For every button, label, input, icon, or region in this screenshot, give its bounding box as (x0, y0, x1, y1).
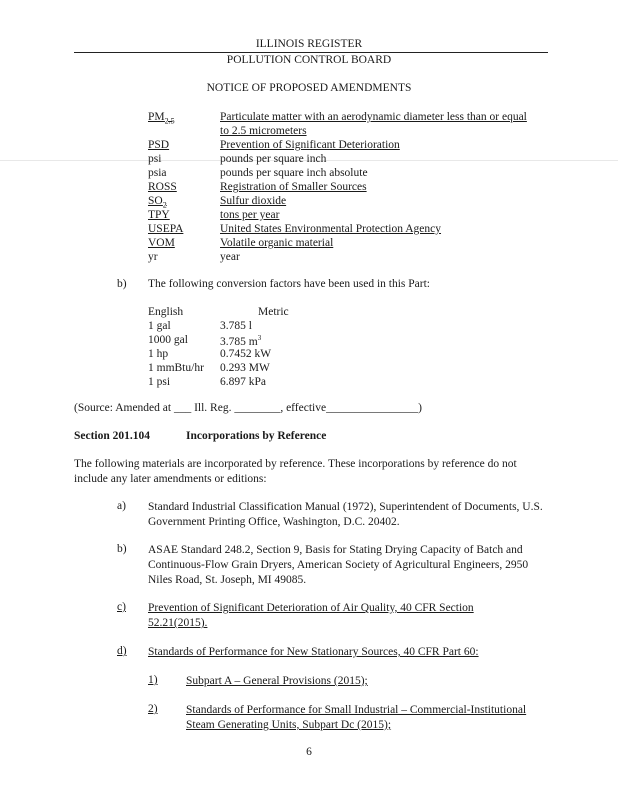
definition-abbr: PSD (148, 139, 170, 151)
definition-text: tons per year (220, 209, 280, 221)
definition-text: Sulfur dioxide (220, 195, 287, 207)
definition-text: United States Environmental Protection Agency (220, 223, 442, 235)
definition-text: Volatile organic material (220, 237, 334, 249)
conversion-metric: 6.897 kPa (220, 376, 266, 388)
conversion-label: b) (117, 278, 127, 290)
item-text: Prevention of Significant Deterioration of Air Quality, 40 CFR Section 52.21(2015). (148, 602, 474, 629)
conversion-metric: 3.785 $m^3$ (220, 334, 262, 348)
conversion-english: 1 hp (148, 348, 169, 360)
definition-text: pounds per square inch absolute (220, 167, 368, 179)
definition-abbr: USEPA (148, 223, 184, 235)
source-note: (Source: Amended at ___ Ill. Reg. ________, effective________________) (74, 402, 422, 414)
conversion-head-english: English (148, 306, 184, 318)
conversion-english: 1000 gal (148, 334, 188, 346)
definition-text: Registration of Smaller Sources (220, 181, 367, 193)
conversion-metric: 3.785 l (220, 320, 252, 332)
intro-paragraph: The following materials are incorporated by reference. These incorporations by reference do not include any later amendments or editions: (74, 458, 517, 485)
conversion-head-metric: Metric (258, 306, 289, 318)
definition-abbr: VOM (148, 237, 175, 249)
definition-text: year (220, 251, 240, 263)
register-title: ILLINOIS REGISTER (255, 38, 363, 50)
definition-abbr: ROSS (148, 181, 177, 193)
conversion-english: 1 psi (148, 376, 171, 388)
item-text: ASAE Standard 248.2, Section 9, Basis for Stating Drying Capacity of Batch and Continuous-Flow Grain Dryers, American Society of Agricultural Engineers, 2950 Niles Road, St. Joseph, MI 49085. (148, 544, 529, 586)
subitem-label: 1) (148, 674, 158, 686)
definition-abbr: $PM_{2.5}$ (148, 111, 175, 126)
notice-title: NOTICE OF PROPOSED AMENDMENTS (206, 82, 412, 94)
item-text: Standard Industrial Classification Manual (1972), Superintendent of Documents, U.S. Government Printing Office, Washington, D.C. 20402. (148, 501, 543, 528)
item-label: b) (117, 543, 127, 555)
definition-abbr: psia (148, 167, 167, 179)
subitem-label: 2) (148, 703, 158, 715)
item-label: c) (117, 601, 126, 613)
section-number: Section 201.104 (74, 430, 151, 442)
header-rule (74, 52, 548, 53)
item-label: a) (117, 500, 126, 512)
conversion-metric: 0.293 MW (220, 362, 270, 374)
definition-abbr: TPY (148, 209, 170, 221)
section-title: Incorporations by Reference (186, 430, 327, 442)
conversion-metric: 0.7452 kW (220, 348, 272, 360)
definition-text: pounds per square inch (220, 153, 327, 165)
subitem-text: Subpart A – General Provisions (2015); (186, 675, 368, 687)
page-number: 6 (306, 746, 312, 758)
item-label: d) (117, 645, 127, 657)
definition-abbr: $SO_2$ (148, 195, 167, 210)
definition-text-continued: to 2.5 micrometers (220, 125, 307, 137)
board-title: POLLUTION CONTROL BOARD (226, 54, 392, 66)
definition-text: Particulate matter with an aerodynamic diameter less than or equal (220, 111, 527, 123)
item-text: Standards of Performance for New Stationary Sources, 40 CFR Part 60: (148, 646, 479, 658)
definition-abbr: yr (148, 251, 158, 263)
subitem-text: Standards of Performance for Small Industrial – Commercial-Institutional Steam Generating Units, Subpart Dc (2015); (186, 704, 527, 731)
definition-text: Prevention of Significant Deterioration (220, 139, 400, 151)
conversion-english: 1 mmBtu/hr (148, 362, 204, 374)
conversion-intro: The following conversion factors have been used in this Part: (148, 278, 430, 290)
definition-abbr: psi (148, 153, 162, 165)
conversion-english: 1 gal (148, 320, 171, 332)
